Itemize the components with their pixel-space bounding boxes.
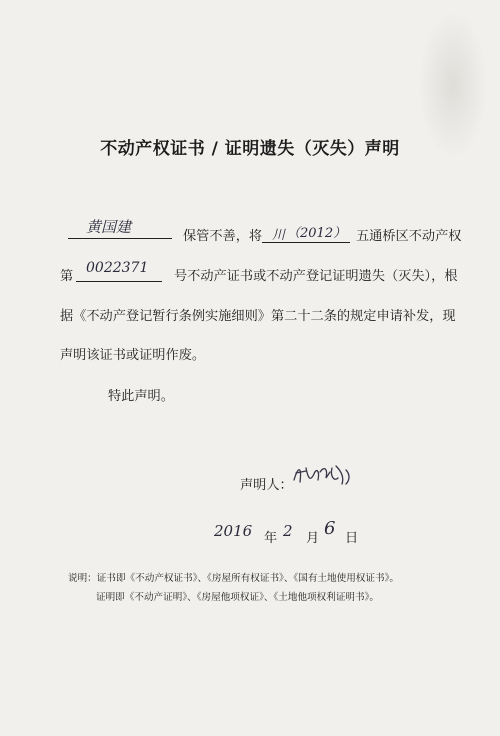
note-line-2: 证明即《不动产证明》、《房屋他项权证》、《土地他项权利证明书》。 [96,592,379,603]
owner-name-underline [68,238,172,239]
date-month: 2 [283,522,293,540]
special-text: 特此声明。 [108,389,174,404]
year-handwritten: （2012） [287,226,347,241]
date-year-unit: 年 [264,531,278,546]
owner-name-handwritten: 黄国建 [86,218,132,236]
handwritten-signature [290,462,352,488]
cert-number-underline [76,281,162,282]
para2-text: 号不动产证书或不动产登记证明遗失（灭失），根 [174,269,458,284]
date-month-unit: 月 [306,531,320,546]
note-line-1: 说明：证书即《不动产权证书》、《房屋所有权证书》、《国有土地使用权证书》。 [68,573,399,584]
year-underline [262,242,350,243]
date-year: 2016 [214,522,253,540]
para4-text: 声明该证书或证明作废。 [60,348,206,363]
para1-text-a: 保管不善，将 [183,229,263,244]
date-day-unit: 日 [345,531,359,546]
date-day: 6 [324,518,336,539]
province-handwritten: 川 [272,228,286,243]
para1-text-b: 五通桥区不动产权 [356,229,462,244]
declarant-label: 声明人： [240,478,293,493]
page-title: 不动产权证书 / 证明遗失（灭失）声明 [100,139,400,159]
para2-prefix: 第 [60,269,74,284]
para3-text: 据《不动产登记暂行条例实施细则》第二十二条的规定申请补发，现 [60,309,456,324]
cert-number-handwritten: 0022371 [86,260,149,276]
